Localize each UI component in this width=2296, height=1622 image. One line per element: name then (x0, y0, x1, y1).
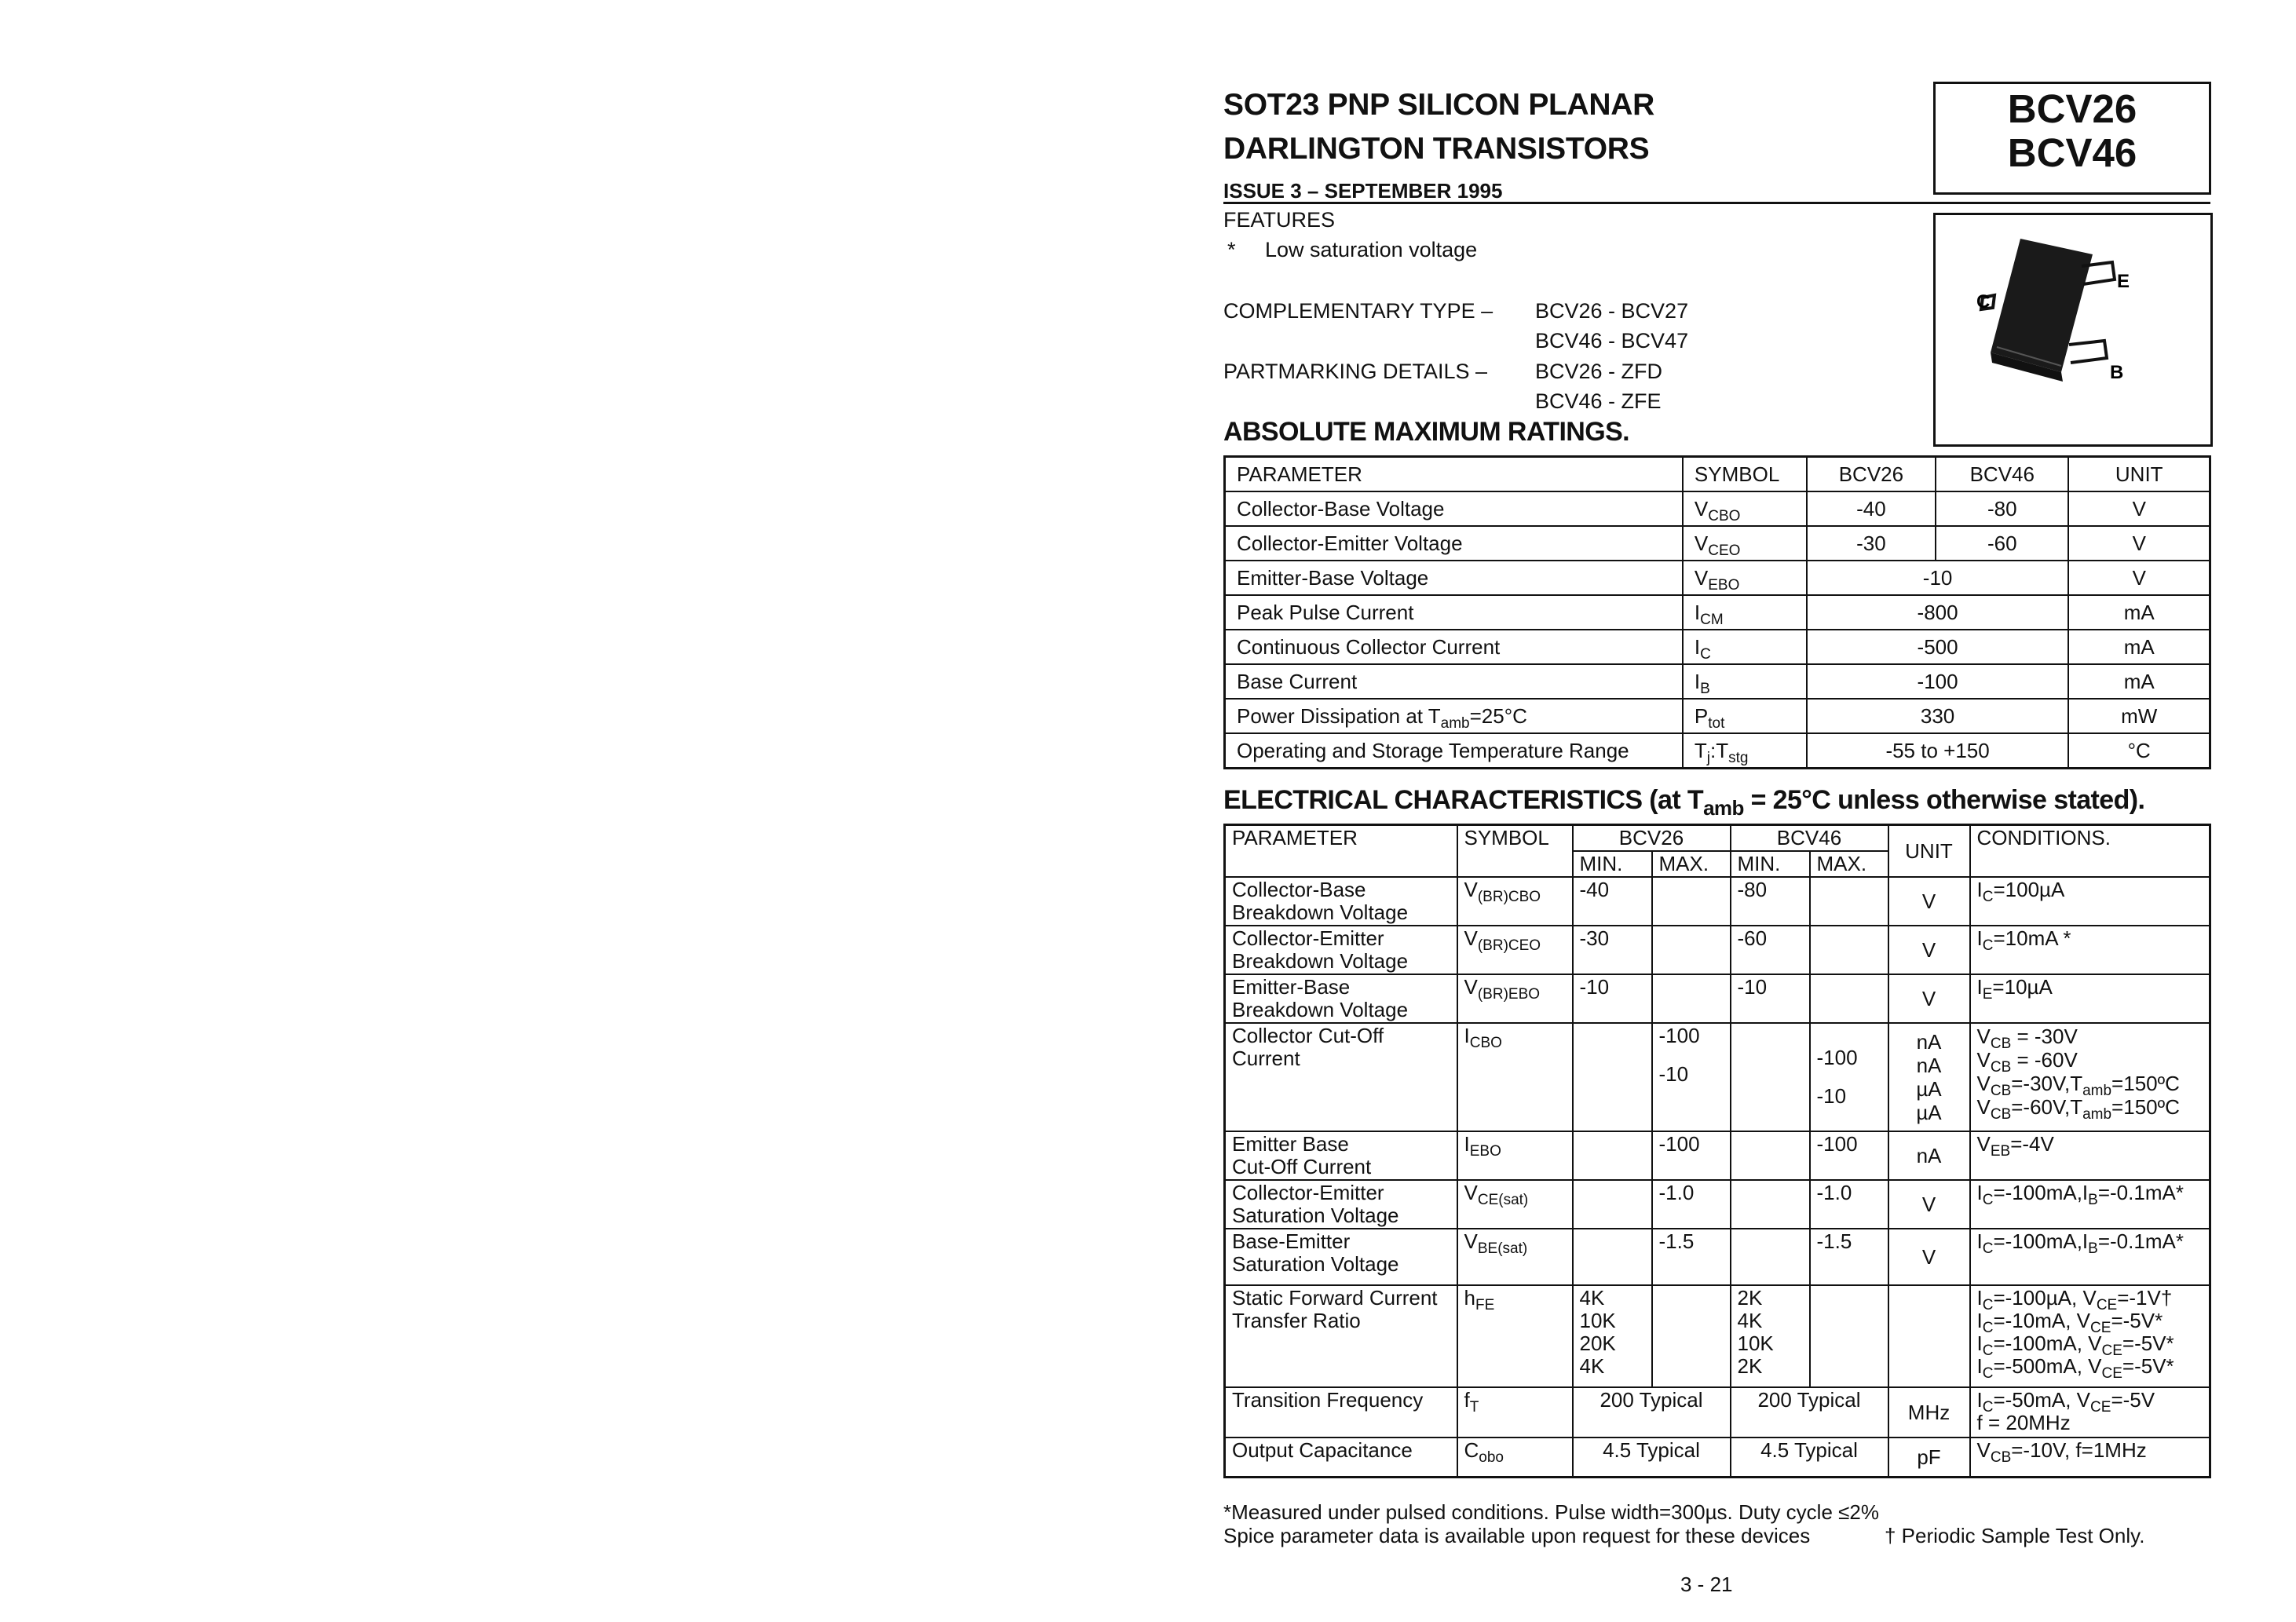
param-cell: Collector-Base Voltage (1225, 491, 1683, 526)
table-row (1225, 825, 2210, 852)
symbol-cell: $I_C$ (1683, 630, 1807, 664)
header-cell: BCV26 (1573, 825, 1731, 852)
value-cell: 330 (1807, 699, 2069, 733)
value-cell: -1.0 (1810, 1180, 1888, 1229)
value-cell: 200 Typical (1731, 1387, 1888, 1438)
value-cell (1810, 877, 1888, 926)
value-cell: 4.5 Typical (1731, 1438, 1888, 1478)
value-cell: -80 (1936, 491, 2068, 526)
condition-cell: $I_C=-100mA,I_B=-0.1mA*$ (1970, 1229, 2210, 1285)
electrical-characteristics-table (1223, 824, 2211, 1478)
value-cell: -30 (1573, 926, 1652, 974)
condition-cell: $I_C=10mA$ * (1970, 926, 2210, 974)
value-cell: -100 (1810, 1131, 1888, 1180)
title-line-2: DARLINGTON TRANSISTORS (1223, 132, 1650, 166)
value-cell: -40 (1573, 877, 1652, 926)
footnote-spice: Spice parameter data is available upon request for these devices (1223, 1524, 1811, 1547)
symbol-cell: $V_{CEO}$ (1683, 526, 1807, 561)
pin-label-c: C (1976, 291, 1991, 312)
unit-cell: V (2068, 561, 2210, 595)
condition-cell: $I_C=100\mu A$ (1970, 877, 2210, 926)
value-cell: 4K 10K 20K 4K (1573, 1285, 1652, 1387)
symbol-cell: $C_{obo}$ (1457, 1438, 1573, 1478)
abs-max-heading: ABSOLUTE MAXIMUM RATINGS. (1223, 417, 1630, 447)
header-cell: MIN. (1573, 851, 1652, 877)
param-cell: Power Dissipation at $T_{amb}=25^\circ C$ (1225, 699, 1683, 733)
value-cell (1731, 1023, 1810, 1131)
param-cell: Base-Emitter Saturation Voltage (1225, 1229, 1457, 1285)
header-cell: SYMBOL (1457, 825, 1573, 878)
value-cell: -100 -10 (1810, 1023, 1888, 1131)
condition-cell: $V_{EB}=-4V$ (1970, 1131, 2210, 1180)
param-cell: Emitter Base Cut-Off Current (1225, 1131, 1457, 1180)
value-cell (1810, 1285, 1888, 1387)
value-cell (1652, 974, 1731, 1023)
param-cell: Transition Frequency (1225, 1387, 1457, 1438)
unit-cell: V (1888, 1229, 1970, 1285)
header-cell: UNIT (1888, 825, 1970, 878)
value-cell: -55 to +150 (1807, 733, 2069, 769)
header-rule (1223, 202, 2210, 204)
header-cell: CONDITIONS. (1970, 825, 2210, 878)
table-row (1225, 1131, 2210, 1180)
value-cell (1573, 1180, 1652, 1229)
value-cell (1731, 1229, 1810, 1285)
part-number-2: BCV46 (2007, 130, 2137, 175)
value-cell: 4.5 Typical (1573, 1438, 1731, 1478)
symbol-cell: $V_{CBO}$ (1683, 491, 1807, 526)
param-cell: Static Forward Current Transfer Ratio (1225, 1285, 1457, 1387)
value-cell (1652, 926, 1731, 974)
feature-item: Low saturation voltage (1265, 238, 1478, 261)
ec-heading: ELECTRICAL CHARACTERISTICS (at $T_{amb} = 25^\circ C$ unless otherwise stated). (1223, 785, 2145, 820)
symbol-cell: $T_j:T_{stg}$ (1683, 733, 1807, 769)
condition-cell: $V_{CB}=-10V$, f=1MHz (1970, 1438, 2210, 1478)
header-cell: MIN. (1731, 851, 1810, 877)
value-cell (1731, 1180, 1810, 1229)
table-row (1225, 1229, 2210, 1285)
param-cell: Collector Cut-Off Current (1225, 1023, 1457, 1131)
header-cell: SYMBOL (1683, 457, 1807, 492)
table-row (1225, 926, 2210, 974)
symbol-cell: $V_{BE(sat)}$ (1457, 1229, 1573, 1285)
footnote-pulsed: *Measured under pulsed conditions. Pulse width=300µs. Duty cycle ≤2% (1223, 1500, 1879, 1524)
value-cell: -800 (1807, 595, 2069, 630)
symbol-cell: $V_{CE(sat)}$ (1457, 1180, 1573, 1229)
symbol-cell: $V_{(BR)EBO}$ (1457, 974, 1573, 1023)
part-number-1: BCV26 (2007, 86, 2137, 131)
unit-cell (1888, 1285, 1970, 1387)
unit-cell: V (2068, 491, 2210, 526)
header-cell: BCV46 (1936, 457, 2068, 492)
param-cell: Continuous Collector Current (1225, 630, 1683, 664)
value-cell: -500 (1807, 630, 2069, 664)
value-cell: -1.0 (1652, 1180, 1731, 1229)
value-cell: 2K 4K 10K 2K (1731, 1285, 1810, 1387)
symbol-cell: $h_{FE}$ (1457, 1285, 1573, 1387)
param-cell: Base Current (1225, 664, 1683, 699)
features-heading: FEATURES (1223, 208, 1336, 232)
symbol-cell: $I_{CBO}$ (1457, 1023, 1573, 1131)
header-cell: MAX. (1652, 851, 1731, 877)
value-cell: -1.5 (1810, 1229, 1888, 1285)
symbol-cell: $I_{EBO}$ (1457, 1131, 1573, 1180)
header-cell: PARAMETER (1225, 825, 1457, 878)
condition-cell: $I_C=-100\mu A$, $V_{CE}=-1V\dagger$ $I_C=-10mA$, $V_{CE}=-5V*$ $I_C=-100mA$, $V_{CE}=-5V*$ $I_C=-500mA$, $V_{CE}=-5V*$ (1970, 1285, 2210, 1387)
value-cell (1731, 1131, 1810, 1180)
table-row (1225, 877, 2210, 926)
title-line-1: SOT23 PNP SILICON PLANAR (1223, 88, 1655, 122)
table-row (1225, 1285, 2210, 1387)
header-cell: PARAMETER (1225, 457, 1683, 492)
table-row (1225, 733, 2210, 769)
package-drawing-box (1933, 213, 2213, 447)
partmarking-2: BCV46 - ZFE (1535, 389, 1662, 413)
symbol-cell: $f_T$ (1457, 1387, 1573, 1438)
value-cell (1573, 1023, 1652, 1131)
value-cell: -1.5 (1652, 1229, 1731, 1285)
unit-cell: V (1888, 877, 1970, 926)
symbol-cell: $V_{(BR)CBO}$ (1457, 877, 1573, 926)
pin-label-e: E (2117, 271, 2130, 292)
partmarking-label: PARTMARKING DETAILS – (1223, 360, 1488, 383)
condition-cell: $I_E=10\mu A$ (1970, 974, 2210, 1023)
value-cell (1652, 1285, 1731, 1387)
unit-cell: mW (2068, 699, 2210, 733)
table-row (1225, 491, 2210, 526)
page-number: 3 - 21 (1680, 1573, 1733, 1596)
value-cell: -60 (1936, 526, 2068, 561)
param-cell: Collector-Emitter Saturation Voltage (1225, 1180, 1457, 1229)
symbol-cell: $P_{tot}$ (1683, 699, 1807, 733)
complementary-2: BCV46 - BCV47 (1535, 329, 1689, 353)
value-cell: -10 (1807, 561, 2069, 595)
symbol-cell: $V_{EBO}$ (1683, 561, 1807, 595)
table-row (1225, 457, 2210, 492)
value-cell: -100 -10 (1652, 1023, 1731, 1131)
table-row (1225, 699, 2210, 733)
unit-cell: V (1888, 926, 1970, 974)
value-cell: -40 (1807, 491, 1936, 526)
unit-cell: pF (1888, 1438, 1970, 1478)
value-cell: -10 (1573, 974, 1652, 1023)
value-cell (1573, 1131, 1652, 1180)
condition-cell: $I_C=-50mA$, $V_{CE}=-5V$ f = 20MHz (1970, 1387, 2210, 1438)
param-cell: Collector-Emitter Voltage (1225, 526, 1683, 561)
param-cell: Collector-Base Breakdown Voltage (1225, 877, 1457, 926)
value-cell (1810, 974, 1888, 1023)
table-row (1225, 1438, 2210, 1478)
table-row (1225, 974, 2210, 1023)
unit-cell: mA (2068, 595, 2210, 630)
unit-cell: MHz (1888, 1387, 1970, 1438)
complementary-label: COMPLEMENTARY TYPE – (1223, 299, 1493, 323)
value-cell: -80 (1731, 877, 1810, 926)
param-cell: Output Capacitance (1225, 1438, 1457, 1478)
condition-cell: $V_{CB} = -30V$ $V_{CB} = -60V$ $V_{CB}=-30V,T_{amb}=150ºC$ $V_{CB}=-60V,T_{amb}=150ºC$ (1970, 1023, 2210, 1131)
issue-date: ISSUE 3 – SEPTEMBER 1995 (1223, 179, 1503, 203)
table-row (1225, 1180, 2210, 1229)
unit-cell: °C (2068, 733, 2210, 769)
value-cell (1573, 1229, 1652, 1285)
partmarking-1: BCV26 - ZFD (1535, 360, 1663, 383)
unit-cell: V (1888, 1180, 1970, 1229)
value-cell: -30 (1807, 526, 1936, 561)
unit-cell: mA (2068, 664, 2210, 699)
value-cell (1810, 926, 1888, 974)
value-cell: -10 (1731, 974, 1810, 1023)
header-cell: BCV26 (1807, 457, 1936, 492)
part-number-box (1933, 82, 2211, 195)
param-cell: Operating and Storage Temperature Range (1225, 733, 1683, 769)
table-row (1225, 664, 2210, 699)
param-cell: Emitter-Base Voltage (1225, 561, 1683, 595)
value-cell: 200 Typical (1573, 1387, 1731, 1438)
unit-cell: V (2068, 526, 2210, 561)
feature-bullet: * (1227, 238, 1236, 261)
param-cell: Peak Pulse Current (1225, 595, 1683, 630)
table-row (1225, 1387, 2210, 1438)
pin-label-b: B (2110, 362, 2124, 383)
abs-max-table (1223, 455, 2211, 769)
table-row (1225, 526, 2210, 561)
param-cell: Collector-Emitter Breakdown Voltage (1225, 926, 1457, 974)
unit-cell: nA (1888, 1131, 1970, 1180)
table-row (1225, 630, 2210, 664)
header-cell: BCV46 (1731, 825, 1888, 852)
sot23-package-icon (1936, 215, 2210, 444)
value-cell: -100 (1652, 1131, 1731, 1180)
value-cell: -60 (1731, 926, 1810, 974)
unit-cell: mA (2068, 630, 2210, 664)
table-row (1225, 561, 2210, 595)
symbol-cell: $V_{(BR)CEO}$ (1457, 926, 1573, 974)
condition-cell: $I_C=-100mA,I_B=-0.1mA*$ (1970, 1180, 2210, 1229)
value-cell (1652, 877, 1731, 926)
symbol-cell: $I_B$ (1683, 664, 1807, 699)
header-cell: MAX. (1810, 851, 1888, 877)
symbol-cell: $I_{CM}$ (1683, 595, 1807, 630)
unit-cell: V (1888, 974, 1970, 1023)
table-row (1225, 595, 2210, 630)
param-cell: Emitter-Base Breakdown Voltage (1225, 974, 1457, 1023)
complementary-1: BCV26 - BCV27 (1535, 299, 1689, 323)
header-cell: UNIT (2068, 457, 2210, 492)
unit-cell: nA nA µA µA (1888, 1023, 1970, 1131)
value-cell: -100 (1807, 664, 2069, 699)
footnote-periodic: † Periodic Sample Test Only. (1885, 1524, 2145, 1547)
table-row (1225, 1023, 2210, 1131)
